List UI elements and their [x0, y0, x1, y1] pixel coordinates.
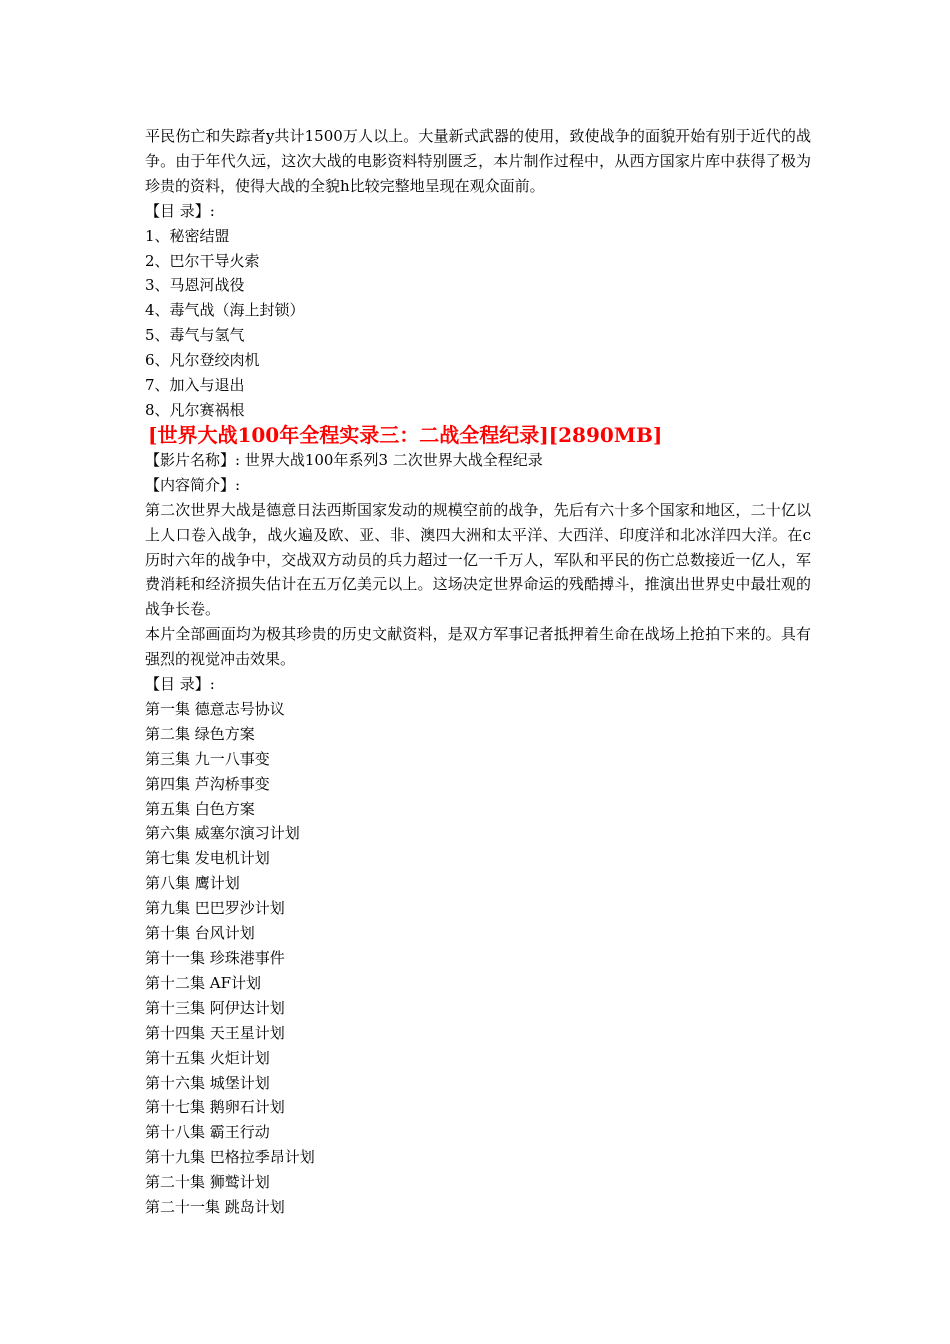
episode-item: 第九集 巴巴罗沙计划	[145, 899, 285, 918]
episode-item: 第十三集 阿伊达计划	[145, 998, 285, 1017]
ww1-toc-item: 5、毒气与氢气	[145, 326, 245, 345]
episode-item: 第六集 威塞尔演习计划	[145, 824, 300, 843]
summary-label: 【内容简介】:	[145, 475, 241, 494]
ww1-toc-item: 7、加入与退出	[145, 376, 245, 395]
ww1-toc-item: 6、凡尔登绞肉机	[145, 351, 260, 370]
episode-item: 第一集 德意志号协议	[145, 699, 285, 718]
ww1-intro-paragraph: 平民伤亡和失踪者y共计1500万人以上。大量新式武器的使用，致使战争的面貌开始有别于近代的战争。由于年代久远，这次大战的电影资料特别匮乏，本片制作过程中，从西方国家片库中获得了极为珍贵的资料，使得大战的全貌h比较完整地呈现在观众面前。	[145, 127, 811, 195]
ww1-toc-label: 【目 录】:	[145, 201, 215, 220]
ww1-toc-item: 1、秘密结盟	[145, 226, 230, 245]
ww2-toc-list	[145, 697, 811, 1220]
ww2-section-title: [世界大战100年全程实录三：二战全程纪录][2890MB]	[148, 422, 663, 447]
episode-item: 第八集 鹰计划	[145, 874, 240, 893]
document-page	[145, 124, 811, 1220]
episode-item: 第三集 九一八事变	[145, 749, 270, 768]
episode-item: 第二十集 狮鹫计划	[145, 1173, 270, 1192]
summary-paragraph: 第二次世界大战是德意日法西斯国家发动的规模空前的战争，先后有六十多个国家和地区，二十亿以上人口卷入战争，战火遍及欧、亚、非、澳四大洲和太平洋、大西洋、印度洋和北冰洋四大洋。在c历时六年的战争中，交战双方动员的兵力超过一亿一千万人，军队和平民的伤亡总数接近一亿人，军费消耗和经济损失估计在五万亿美元以上。这场决定世界命运的残酷搏斗，推演出世界史中最壮观的战争长卷。	[145, 500, 811, 619]
episode-item: 第五集 白色方案	[145, 799, 255, 818]
episode-item: 第十集 台风计划	[145, 924, 255, 943]
episode-item: 第七集 发电机计划	[145, 849, 270, 868]
episode-item: 第十七集 鹅卵石计划	[145, 1098, 285, 1117]
ww1-toc-item: 3、马恩河战役	[145, 276, 245, 295]
episode-item: 第四集 芦沟桥事变	[145, 774, 270, 793]
episode-item: 第十八集 霸王行动	[145, 1123, 270, 1142]
ww1-toc-item: 4、毒气战（海上封锁）	[145, 301, 305, 320]
film-name-line: 【影片名称】: 世界大战100年系列3 二次世界大战全程纪录	[145, 450, 543, 469]
episode-item: 第十六集 城堡计划	[145, 1073, 270, 1092]
ww1-toc-item: 2、巴尔干导火索	[145, 251, 260, 270]
episode-item: 第二十一集 跳岛计划	[145, 1198, 285, 1217]
episode-item: 第十一集 珍珠港事件	[145, 949, 285, 967]
episode-item: 第十二集 AF计划	[145, 973, 262, 992]
episode-item: 第二集 绿色方案	[145, 724, 255, 743]
episode-item: 第十五集 火炬计划	[145, 1048, 270, 1067]
ww1-toc-item: 8、凡尔赛祸根	[145, 400, 245, 419]
ww1-toc-list	[145, 224, 811, 423]
episode-item: 第十九集 巴格拉季昂计划	[145, 1148, 315, 1167]
summary-paragraph: 本片全部画面均为极其珍贵的历史文献资料，是双方军事记者抵押着生命在战场上抢拍下来的。具有强烈的视觉冲击效果。	[145, 625, 811, 669]
ww2-toc-label: 【目 录】:	[145, 675, 215, 694]
episode-item: 第十四集 天王星计划	[145, 1023, 285, 1042]
